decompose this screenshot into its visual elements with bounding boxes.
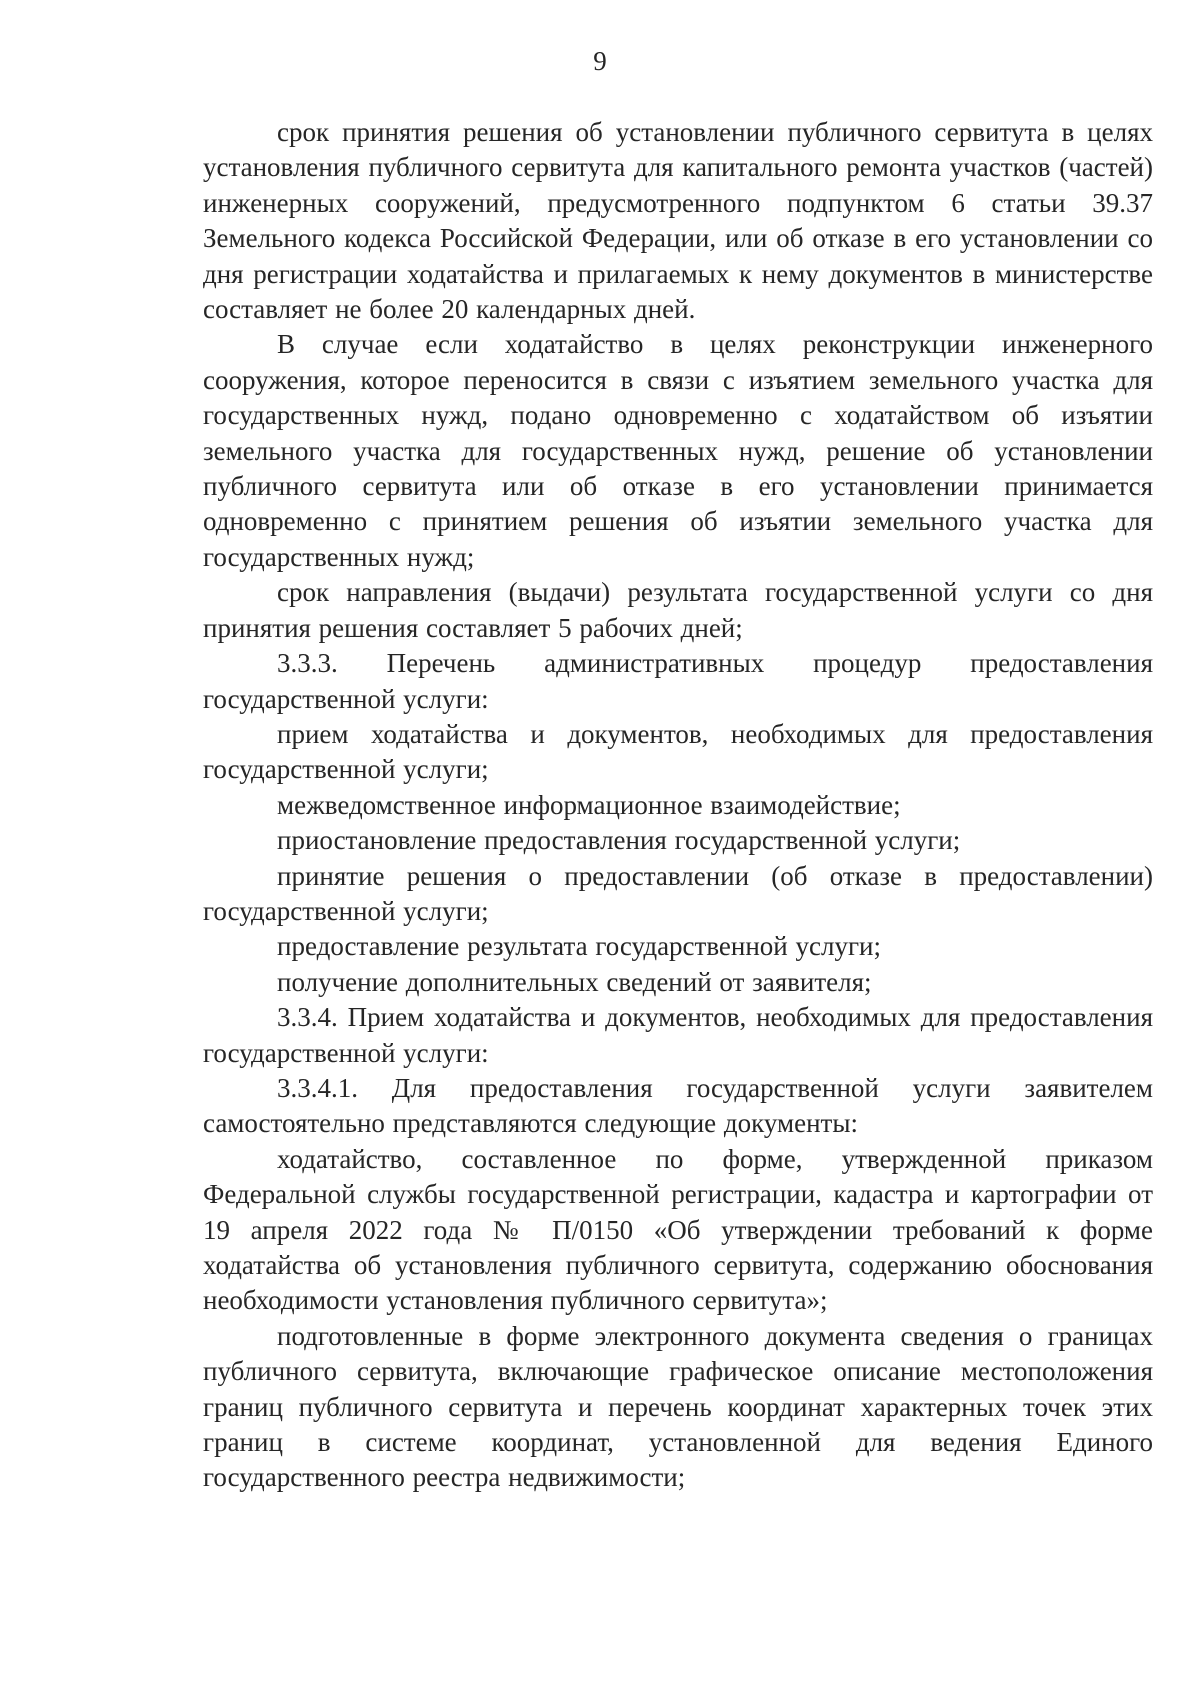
paragraph-section-3-3-4-1: 3.3.4.1. Для предоставления государственной услуги заявителем самостоятельно представляются следующие документы: — [203, 1072, 1153, 1139]
document-body — [203, 115, 1153, 1496]
list-item-reception: прием ходатайства и документов, необходимых для предоставления государственной услуги; — [203, 718, 1153, 785]
page-number: 9 — [593, 46, 607, 76]
list-item-suspension: приостановление предоставления государственной услуги; — [277, 825, 961, 856]
list-item-boundary-info: подготовленные в форме электронного документа сведения о границах публичного сервитута, включающие графическое описание местоположения границ публичного сервитута и перечень координат характерных точек этих границ в системе координат, установленной для ведения Единого государственного реестра недвижимости; — [203, 1320, 1153, 1493]
paragraph-reconstruction-case: В случае если ходатайство в целях реконструкции инженерного сооружения, которое переносится в связи с изъятием земельного участка для государственных нужд, подано одновременно с ходатайством об изъятии земельного участка для государственных нужд, решение об установлении публичного сервитута или об отказе в его установлении принимается одновременно с принятием решения об изъятии земельного участка для государственных нужд; — [203, 329, 1153, 572]
list-item-interagency: межведомственное информационное взаимодействие; — [277, 789, 901, 820]
list-item-additional-info: получение дополнительных сведений от заявителя; — [277, 966, 872, 997]
paragraph-decision-deadline: срок принятия решения об установлении публичного сервитута в целях установления публичного сервитута для капитального ремонта участков (частей) инженерных сооружений, предусмотренного подпунктом 6 статьи 39.37 Земельного кодекса Российской Федерации, или об отказе в его установлении со дня регистрации ходатайства и прилагаемых к нему документов в министерстве составляет не более 20 календарных дней. — [203, 117, 1153, 325]
list-item-decision: принятие решения о предоставлении (об отказе в предоставлении) государственной услуги; — [203, 860, 1153, 926]
paragraph-section-3-3-3: 3.3.3. Перечень административных процедур предоставления государственной услуги: — [203, 648, 1153, 714]
paragraph-result-delivery-deadline: срок направления (выдачи) результата государственной услуги со дня принятия решения составляет 5 рабочих дней; — [203, 577, 1153, 643]
list-item-petition-form: ходатайство, составленное по форме, утвержденной приказом Федеральной службы государственной регистрации, кадастра и картографии от 19 апреля 2022 года № П/0150 «Об утверждении требований к форме ходатайства об установления публичного сервитута, содержанию обоснования необходимости установления публичного сервитута»; — [203, 1143, 1153, 1316]
paragraph-section-3-3-4: 3.3.4. Прием ходатайства и документов, необходимых для предоставления государственной услуги: — [203, 1002, 1153, 1068]
list-item-result: предоставление результата государственной услуги; — [277, 931, 881, 962]
